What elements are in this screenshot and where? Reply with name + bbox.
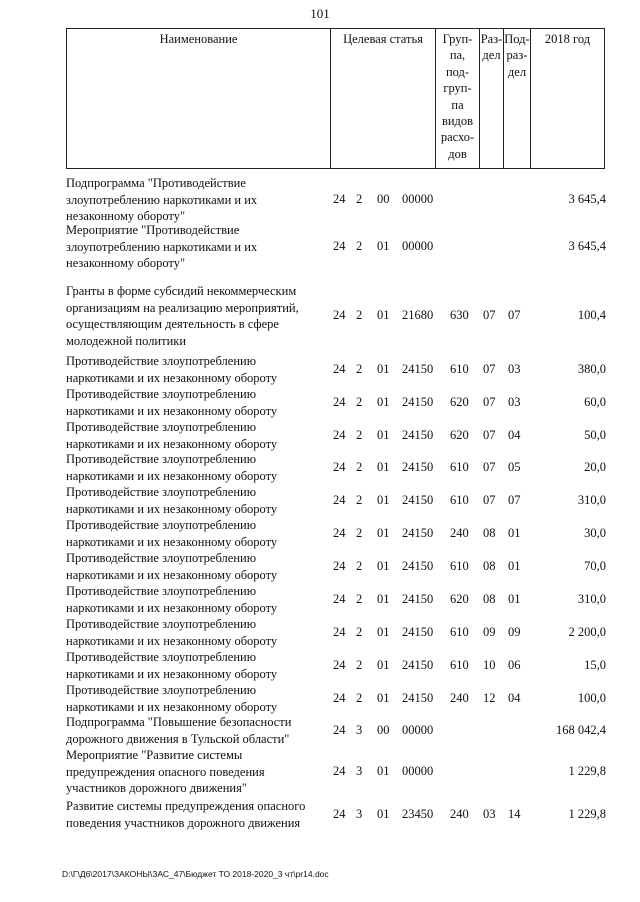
cell-target-program: 24	[333, 308, 346, 322]
cell-target-event: 01	[377, 806, 390, 821]
cell-target-subprogram: 2	[356, 361, 363, 376]
cell-subsection: 07	[508, 492, 521, 507]
cell-section: 12	[483, 690, 496, 705]
row-name-line: Противодействие злоупотреблению	[66, 650, 257, 664]
cell-target-subprogram: 3	[356, 722, 363, 737]
cell-target-event: 01	[377, 558, 390, 573]
cell-target-program: 24	[333, 763, 346, 778]
cell-subsection: 07	[508, 308, 521, 322]
cell-target-event: 01	[377, 394, 390, 409]
cell-target-subprogram: 3	[356, 806, 363, 821]
cell-target-event: 00	[377, 191, 390, 206]
row-name-line: злоупотреблению наркотиками и их	[66, 192, 258, 207]
cell-target-program: 24	[333, 492, 346, 507]
row-name-line: Противодействие злоупотреблению	[66, 683, 257, 697]
row-name-line: Развитие системы предупреждения опасного	[66, 799, 306, 813]
header-section-line: Раз-	[480, 32, 503, 46]
cell-section: 07	[483, 427, 496, 442]
cell-target-direction: 21680	[402, 308, 434, 322]
cell-target-program: 24	[333, 361, 346, 376]
row-name	[66, 222, 316, 272]
cell-expense-group: 610	[450, 459, 469, 474]
row-name-line: осуществляющим деятельность в сфере	[66, 317, 279, 331]
cell-target-event: 01	[377, 308, 390, 322]
cell-subsection: 01	[508, 558, 521, 573]
cell-target-program: 24	[333, 591, 346, 606]
cell-target-direction: 00000	[402, 191, 434, 206]
page-number: 101	[310, 6, 330, 21]
cell-expense-group: 610	[450, 492, 469, 507]
cell-amount-2018: 1 229,8	[568, 763, 606, 778]
cell-section: 07	[483, 361, 496, 376]
cell-target-program: 24	[333, 558, 346, 573]
cell-target-program: 24	[333, 394, 346, 409]
row-name-line: Противодействие злоупотреблению	[66, 387, 257, 401]
cell-subsection: 03	[508, 394, 521, 409]
table-row	[0, 798, 640, 831]
cell-target-event: 01	[377, 427, 390, 442]
cell-expense-group: 620	[450, 394, 469, 409]
cell-expense-group: 240	[450, 525, 469, 540]
row-name-line: Мероприятие "Развитие системы	[66, 748, 243, 762]
row-name-line: Подпрограмма "Противодействие	[66, 176, 246, 190]
header-section	[479, 28, 503, 169]
cell-target-event: 00	[377, 722, 390, 737]
cell-target-subprogram: 2	[356, 492, 363, 507]
cell-target-subprogram: 2	[356, 591, 363, 606]
row-name-line: Противодействие злоупотреблению	[66, 485, 257, 499]
cell-expense-group: 620	[450, 427, 469, 442]
header-expense-group	[435, 28, 479, 169]
cell-target-direction: 24150	[402, 492, 434, 507]
row-name	[66, 283, 316, 349]
row-name-line: дорожного движения в Тульской области"	[66, 731, 290, 746]
row-name	[66, 798, 316, 831]
cell-target-subprogram: 2	[356, 525, 363, 540]
cell-target-subprogram: 2	[356, 690, 363, 705]
cell-target-subprogram: 2	[356, 558, 363, 573]
cell-amount-2018: 20,0	[584, 459, 606, 474]
cell-amount-2018: 70,0	[584, 558, 606, 573]
cell-expense-group: 240	[450, 806, 469, 821]
cell-subsection: 01	[508, 591, 521, 606]
cell-section: 07	[483, 492, 496, 507]
cell-target-program: 24	[333, 624, 346, 639]
header-group-line: видов	[441, 114, 474, 129]
row-name-line: наркотиками и их незаконному обороту	[66, 468, 278, 483]
cell-target-direction: 24150	[402, 690, 434, 705]
cell-expense-group: 620	[450, 591, 469, 606]
cell-amount-2018: 30,0	[584, 525, 606, 540]
cell-section: 03	[483, 806, 496, 821]
header-subsection	[503, 28, 530, 169]
table-row	[0, 175, 640, 225]
cell-amount-2018: 168 042,4	[556, 722, 606, 737]
row-name-line: наркотиками и их незаконному обороту	[66, 699, 278, 714]
cell-amount-2018: 310,0	[577, 591, 606, 606]
cell-target-direction: 00000	[402, 722, 434, 737]
row-name-line: наркотиками и их незаконному обороту	[66, 370, 278, 385]
table-row	[0, 747, 640, 797]
header-group-line: Груп-	[442, 32, 473, 46]
cell-target-direction: 24150	[402, 558, 434, 573]
row-name-line: наркотиками и их незаконному обороту	[66, 501, 278, 516]
header-group-line: па,	[449, 48, 466, 63]
cell-amount-2018: 2 200,0	[568, 624, 606, 639]
cell-target-program: 24	[333, 238, 346, 253]
header-group-line: под-	[445, 64, 470, 79]
cell-target-event: 01	[377, 690, 390, 705]
cell-target-direction: 24150	[402, 591, 434, 606]
cell-target-direction: 23450	[402, 806, 434, 821]
cell-subsection: 06	[508, 657, 521, 672]
row-name-line: наркотиками и их незаконному обороту	[66, 436, 278, 451]
cell-target-direction: 24150	[402, 624, 434, 639]
cell-amount-2018: 50,0	[584, 427, 606, 442]
cell-amount-2018: 3 645,4	[568, 191, 606, 206]
table-row	[0, 682, 640, 715]
cell-section: 08	[483, 591, 496, 606]
table-row	[0, 484, 640, 517]
cell-target-direction: 24150	[402, 657, 434, 672]
row-name-line: злоупотреблению наркотиками и их	[66, 239, 258, 254]
row-name-line: Подпрограмма "Повышение безопасности	[66, 715, 292, 729]
row-name-line: наркотиками и их незаконному обороту	[66, 567, 278, 582]
table-row	[0, 353, 640, 386]
row-name-line: Противодействие злоупотреблению	[66, 551, 257, 565]
cell-subsection: 09	[508, 624, 521, 639]
header-target-article: Целевая статья	[330, 28, 435, 169]
cell-section: 07	[483, 308, 496, 322]
cell-subsection: 04	[508, 690, 521, 705]
cell-amount-2018: 60,0	[584, 394, 606, 409]
table-row	[0, 283, 640, 349]
table-row	[0, 451, 640, 484]
cell-target-event: 01	[377, 763, 390, 778]
cell-subsection: 05	[508, 459, 521, 474]
row-name	[66, 649, 316, 682]
header-subsection-line: раз-	[506, 48, 528, 63]
table-row	[0, 649, 640, 682]
row-name-line: молодежной политики	[66, 333, 187, 348]
cell-target-direction: 24150	[402, 427, 434, 442]
row-name	[66, 484, 316, 517]
cell-expense-group: 610	[450, 657, 469, 672]
cell-target-direction: 24150	[402, 459, 434, 474]
cell-target-event: 01	[377, 361, 390, 376]
cell-expense-group: 610	[450, 624, 469, 639]
row-name	[66, 714, 316, 747]
cell-target-event: 01	[377, 459, 390, 474]
row-name-line: предупреждения опасного поведения	[66, 764, 265, 779]
row-name	[66, 353, 316, 386]
cell-section: 08	[483, 558, 496, 573]
row-name	[66, 175, 316, 225]
table-row	[0, 616, 640, 649]
cell-subsection: 04	[508, 427, 521, 442]
row-name	[66, 583, 316, 616]
cell-section: 07	[483, 394, 496, 409]
row-name-line: организациям на реализацию мероприятий,	[66, 300, 299, 315]
row-name-line: Противодействие злоупотреблению	[66, 584, 257, 598]
cell-target-direction: 24150	[402, 361, 434, 376]
row-name-line: незаконному обороту"	[66, 256, 186, 270]
header-year: 2018 год	[530, 28, 605, 169]
cell-target-subprogram: 2	[356, 624, 363, 639]
cell-section: 10	[483, 657, 496, 672]
row-name-line: незаконному обороту"	[66, 209, 186, 223]
row-name	[66, 419, 316, 452]
file-path-footer: D:\Г\Д6\2017\ЗАКОНЫ\ЗАС_47\Бюджет ТО 2018-2020_3 чт\pr14.doc	[62, 869, 329, 879]
cell-target-program: 24	[333, 657, 346, 672]
cell-target-event: 01	[377, 238, 390, 253]
cell-target-event: 01	[377, 492, 390, 507]
header-section-line: дел	[482, 48, 501, 63]
cell-target-program: 24	[333, 690, 346, 705]
row-name	[66, 451, 316, 484]
row-name-line: наркотиками и их незаконному обороту	[66, 633, 278, 648]
header-group-line: дов	[448, 146, 467, 161]
row-name-line: Противодействие злоупотреблению	[66, 354, 257, 368]
row-name-line: наркотиками и их незаконному обороту	[66, 600, 278, 615]
cell-amount-2018: 3 645,4	[568, 238, 606, 253]
cell-subsection: 03	[508, 361, 521, 376]
header-name: Наименование	[66, 28, 330, 169]
header-subsection-line: дел	[507, 64, 527, 79]
table-row	[0, 550, 640, 583]
row-name-line: Гранты в форме субсидий некоммерческим	[66, 284, 297, 298]
header-group-line: па	[451, 97, 464, 112]
cell-target-direction: 24150	[402, 525, 434, 540]
row-name-line: наркотиками и их незаконному обороту	[66, 534, 278, 549]
cell-target-subprogram: 3	[356, 763, 363, 778]
cell-target-subprogram: 2	[356, 394, 363, 409]
cell-amount-2018: 380,0	[577, 361, 606, 376]
row-name	[66, 517, 316, 550]
cell-target-subprogram: 2	[356, 427, 363, 442]
row-name	[66, 682, 316, 715]
cell-expense-group: 240	[450, 690, 469, 705]
cell-amount-2018: 100,0	[577, 690, 606, 705]
row-name-line: Противодействие злоупотреблению	[66, 617, 257, 631]
cell-target-event: 01	[377, 591, 390, 606]
row-name-line: участников дорожного движения"	[66, 781, 247, 795]
cell-section: 07	[483, 459, 496, 474]
cell-amount-2018: 310,0	[577, 492, 606, 507]
row-name-line: Противодействие злоупотреблению	[66, 518, 257, 532]
cell-target-direction: 00000	[402, 763, 434, 778]
cell-target-subprogram: 2	[356, 238, 363, 253]
cell-target-subprogram: 2	[356, 308, 363, 322]
row-name	[66, 747, 316, 797]
cell-amount-2018: 100,4	[577, 308, 606, 322]
cell-amount-2018: 1 229,8	[568, 806, 606, 821]
cell-target-event: 01	[377, 525, 390, 540]
row-name-line: наркотиками и их незаконному обороту	[66, 666, 278, 681]
row-name	[66, 386, 316, 419]
cell-expense-group: 630	[450, 308, 469, 322]
cell-section: 08	[483, 525, 496, 540]
cell-target-program: 24	[333, 427, 346, 442]
table-row	[0, 222, 640, 272]
cell-target-direction: 24150	[402, 394, 434, 409]
header-subsection-line: Под-	[504, 32, 530, 46]
table-row	[0, 714, 640, 747]
cell-subsection: 14	[508, 806, 521, 821]
row-name-line: Противодействие злоупотреблению	[66, 420, 257, 434]
cell-target-program: 24	[333, 191, 346, 206]
cell-target-event: 01	[377, 657, 390, 672]
cell-target-subprogram: 2	[356, 657, 363, 672]
row-name-line: наркотиками и их незаконному обороту	[66, 403, 278, 418]
cell-target-program: 24	[333, 525, 346, 540]
cell-expense-group: 610	[450, 558, 469, 573]
table-row	[0, 386, 640, 419]
cell-target-subprogram: 2	[356, 459, 363, 474]
row-name-line: поведения участников дорожного движения	[66, 815, 301, 830]
row-name	[66, 550, 316, 583]
cell-amount-2018: 15,0	[584, 657, 606, 672]
table-row	[0, 517, 640, 550]
cell-target-program: 24	[333, 806, 346, 821]
cell-target-direction: 00000	[402, 238, 434, 253]
cell-target-program: 24	[333, 722, 346, 737]
header-group-line: груп-	[443, 81, 472, 96]
table-row	[0, 419, 640, 452]
cell-subsection: 01	[508, 525, 521, 540]
cell-expense-group: 610	[450, 361, 469, 376]
cell-target-program: 24	[333, 459, 346, 474]
cell-target-subprogram: 2	[356, 191, 363, 206]
row-name	[66, 616, 316, 649]
table-row	[0, 583, 640, 616]
row-name-line: Мероприятие "Противодействие	[66, 223, 240, 237]
header-group-line: расхо-	[440, 130, 475, 145]
cell-section: 09	[483, 624, 496, 639]
row-name-line: Противодействие злоупотреблению	[66, 452, 257, 466]
cell-target-event: 01	[377, 624, 390, 639]
